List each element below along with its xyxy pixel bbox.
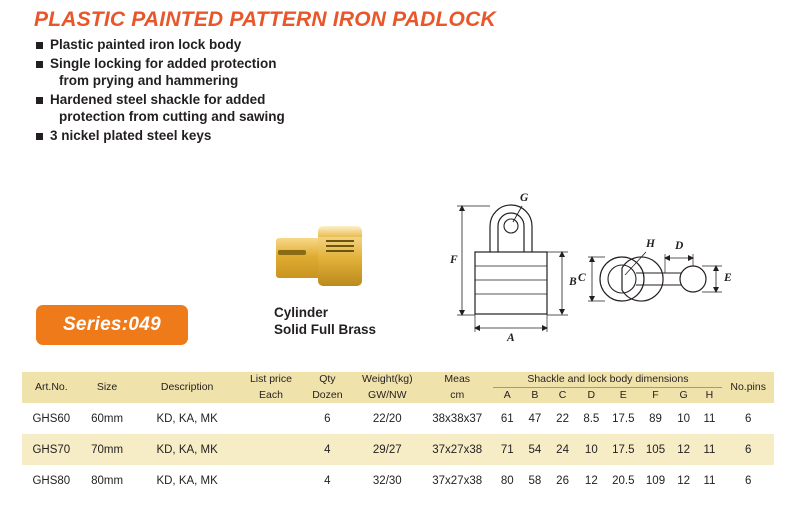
series-label: Series:049 <box>62 314 162 335</box>
cell-qty: 6 <box>324 412 331 425</box>
list-item <box>36 55 456 89</box>
col-subheader-F: F <box>640 388 670 404</box>
cylinder-caption <box>274 304 376 338</box>
square-bullet-icon <box>36 97 43 104</box>
cell-art-no: GHS70 <box>22 434 81 465</box>
technical-drawing <box>450 180 780 350</box>
cell-meas: 38x38x37 <box>432 412 483 425</box>
specification-table <box>22 372 774 496</box>
dimension-label-C: C <box>578 272 586 284</box>
square-bullet-icon <box>36 42 43 49</box>
feature-list <box>36 36 456 146</box>
cylinder-caption-line-1: Cylinder <box>274 305 329 320</box>
cell-dim-A: 80 <box>500 474 514 487</box>
cell-weight: 29/27 <box>354 434 421 465</box>
col-subheader-dozen: Dozen <box>301 388 354 404</box>
cell-dim-D: 10 <box>576 434 606 465</box>
col-subheader-C: C <box>549 388 577 404</box>
page-title: PLASTIC PAINTED PATTERN IRON PADLOCK <box>34 8 496 31</box>
col-header-meas: Meas <box>421 372 493 388</box>
cell-dim-E: 17.5 <box>606 434 640 465</box>
col-header-no-pins: No.pins <box>722 372 774 403</box>
cylinder-groove-shape <box>326 245 354 247</box>
feature-text <box>50 36 241 53</box>
cell-dim-E: 20.5 <box>612 474 635 487</box>
cell-dim-H: 11 <box>703 412 716 425</box>
cell-art-no: GHS80 <box>32 474 71 487</box>
cell-dim-D: 8.5 <box>583 412 600 425</box>
col-subheader-A: A <box>493 388 521 404</box>
cell-dim-F: 105 <box>640 434 670 465</box>
feature-line-1: 3 nickel plated steel keys <box>50 128 212 143</box>
series-badge <box>36 305 188 345</box>
cylinder-head-top-shape <box>318 226 362 237</box>
cell-dim-G: 10 <box>677 412 690 425</box>
cell-dim-H: 11 <box>703 474 716 487</box>
table-row <box>22 465 774 496</box>
cell-description: KD, KA, MK <box>156 474 218 487</box>
cylinder-caption-line-2: Solid Full Brass <box>274 322 377 337</box>
cell-list-price <box>241 465 301 496</box>
dimension-label-E: E <box>724 272 732 284</box>
cell-qty: 4 <box>301 434 354 465</box>
col-subheader-H: H <box>697 388 723 404</box>
cell-dim-H: 11 <box>697 434 723 465</box>
feature-line-2: protection from cutting and sawing <box>59 109 285 124</box>
cylinder-groove-shape <box>326 250 354 252</box>
cell-dim-E: 17.5 <box>612 412 635 425</box>
cell-description: KD, KA, MK <box>133 434 240 465</box>
cell-weight: 22/20 <box>372 412 402 425</box>
cylinder-groove-shape <box>326 240 354 242</box>
cell-list-price <box>241 403 301 434</box>
feature-line-1: Single locking for added protection <box>50 56 277 71</box>
col-subheader-G: G <box>671 388 697 404</box>
cell-dim-A: 61 <box>500 412 514 425</box>
padlock-dimension-svg <box>450 180 780 350</box>
col-subheader-each: Each <box>241 388 301 404</box>
square-bullet-icon <box>36 133 43 140</box>
list-item <box>36 91 456 125</box>
cell-size: 70mm <box>81 434 134 465</box>
feature-line-2: from prying and hammering <box>59 73 239 88</box>
feature-text <box>50 55 277 89</box>
cell-weight: 32/30 <box>372 474 402 487</box>
spec-table <box>22 372 774 496</box>
cell-dim-B: 58 <box>528 474 542 487</box>
dimension-label-A: A <box>507 332 515 344</box>
col-subheader-gw-nw: GW/NW <box>354 388 421 404</box>
cell-no-pins: 6 <box>744 474 752 487</box>
table-header-row-top <box>22 372 774 388</box>
col-header-art-no: Art.No. <box>22 372 81 403</box>
col-subheader-D: D <box>576 388 606 404</box>
cell-dim-B: 47 <box>528 412 542 425</box>
cylinder-image <box>258 222 388 292</box>
cell-size: 60mm <box>91 412 124 425</box>
cell-dim-C: 22 <box>556 412 569 425</box>
cylinder-keyway-shape <box>278 250 306 255</box>
cell-description: KD, KA, MK <box>156 412 218 425</box>
col-subheader-E: E <box>606 388 640 404</box>
table-row <box>22 434 774 465</box>
col-header-weight: Weight(kg) <box>354 372 421 388</box>
col-header-list-price: List price <box>241 372 301 388</box>
list-item <box>36 127 456 144</box>
cell-dim-D: 12 <box>584 474 598 487</box>
dimension-label-B: B <box>569 276 577 288</box>
feature-text <box>50 91 285 125</box>
cell-dim-C: 24 <box>549 434 577 465</box>
cell-dim-G: 12 <box>671 434 697 465</box>
feature-text <box>50 127 211 144</box>
cell-qty: 4 <box>324 474 331 487</box>
feature-line-1: Hardened steel shackle for added <box>50 92 266 107</box>
cell-dim-B: 54 <box>521 434 549 465</box>
col-header-size: Size <box>81 372 134 403</box>
col-header-description: Description <box>133 372 240 403</box>
cell-no-pins: 6 <box>744 412 752 425</box>
list-item <box>36 36 456 53</box>
table-row <box>22 403 774 434</box>
dimension-label-G: G <box>520 192 529 204</box>
cell-art-no: GHS60 <box>32 412 71 425</box>
col-header-shackle-dimensions: Shackle and lock body dimensions <box>493 372 722 388</box>
cell-meas: 37x27x38 <box>421 434 493 465</box>
cell-dim-G: 12 <box>677 474 690 487</box>
col-subheader-cm: cm <box>421 388 493 404</box>
cell-list-price <box>241 434 301 465</box>
dimension-label-H: H <box>646 238 655 250</box>
cell-dim-C: 26 <box>556 474 569 487</box>
cell-meas: 37x27x38 <box>432 474 483 487</box>
cell-size: 80mm <box>91 474 124 487</box>
dimension-label-F: F <box>450 254 458 266</box>
col-subheader-B: B <box>521 388 549 404</box>
cell-dim-F: 109 <box>645 474 666 487</box>
cell-dim-F: 89 <box>649 412 662 425</box>
square-bullet-icon <box>36 61 43 68</box>
col-header-qty: Qty <box>301 372 354 388</box>
cell-no-pins: 6 <box>722 434 774 465</box>
feature-line-1: Plastic painted iron lock body <box>50 37 242 52</box>
cell-dim-A: 71 <box>493 434 521 465</box>
dimension-label-D: D <box>675 240 684 252</box>
